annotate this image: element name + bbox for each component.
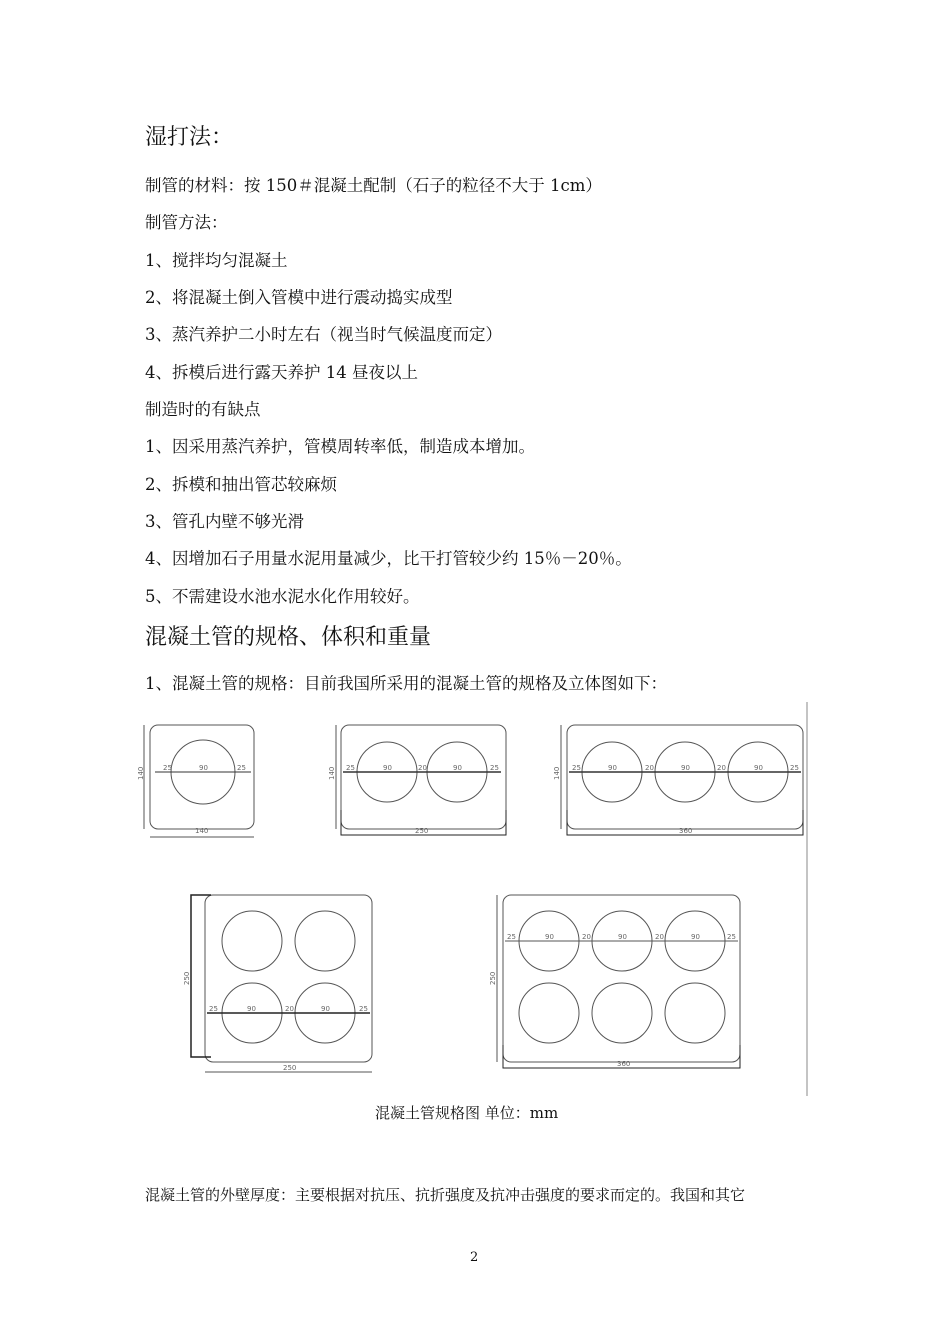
pros-cons-4: 4、因增加石子用量水泥用量减少，比干打管较少约 15％－20％。 xyxy=(145,549,632,568)
dim-label: 25 xyxy=(790,764,799,772)
dim-label: 20 xyxy=(717,764,726,772)
figure-caption: 混凝土管规格图 单位：mm xyxy=(375,1104,559,1122)
dim-label: 20 xyxy=(285,1005,294,1013)
dim-label: 25 xyxy=(209,1005,218,1013)
pros-cons-1: 1、因采用蒸汽养护，管模周转率低，制造成本增加。 xyxy=(145,437,535,456)
wall-thickness-text: 混凝土管的外壁厚度：主要根据对抗压、抗折强度及抗冲击强度的要求而定的。我国和其它 xyxy=(145,1186,746,1204)
dim-label: 20 xyxy=(582,933,591,941)
dim-label: 250 xyxy=(183,971,191,985)
section-title-wet-method: 湿打法： xyxy=(145,125,234,150)
pipe-hole xyxy=(519,983,579,1043)
dim-label: 25 xyxy=(359,1005,368,1013)
dim-label: 90 xyxy=(754,764,763,772)
dim-label: 140 xyxy=(328,766,336,780)
dim-label: 140 xyxy=(553,766,561,780)
dim-label: 250 xyxy=(415,827,429,835)
step-2: 2、将混凝土倒入管模中进行震动捣实成型 xyxy=(145,288,453,307)
pipe-hole xyxy=(295,911,355,971)
pipe-hole xyxy=(665,983,725,1043)
dim-label: 25 xyxy=(346,764,355,772)
pipe-2-hole-outline xyxy=(341,725,506,829)
dim-label: 360 xyxy=(617,1060,631,1068)
pipe-hole xyxy=(222,911,282,971)
pipe-hole xyxy=(592,983,652,1043)
dim-label: 90 xyxy=(545,933,554,941)
pros-cons-title: 制造时的有缺点 xyxy=(145,400,261,419)
dim-label: 90 xyxy=(691,933,700,941)
specs-intro: 1、混凝土管的规格：目前我国所采用的混凝土管的规格及立体图如下： xyxy=(145,674,667,693)
dim-label: 25 xyxy=(237,764,246,772)
dim-label: 25 xyxy=(507,933,516,941)
pros-cons-2: 2、拆模和抽出管芯较麻烦 xyxy=(145,475,337,494)
dim-label: 25 xyxy=(490,764,499,772)
dim-label: 140 xyxy=(137,766,145,780)
section-title-specs: 混凝土管的规格、体积和重量 xyxy=(145,625,432,650)
dim-label: 90 xyxy=(681,764,690,772)
pipe-3-hole-outline xyxy=(567,725,803,829)
step-1: 1、搅拌均匀混凝土 xyxy=(145,251,288,270)
pros-cons-5: 5、不需建设水池水泥水化作用较好。 xyxy=(145,587,420,606)
dim-label: 90 xyxy=(247,1005,256,1013)
material-line: 制管的材料：按 150＃混凝土配制（石子的粒径不大于 1cm） xyxy=(145,176,602,195)
dim-label: 140 xyxy=(195,827,209,835)
pros-cons-3: 3、管孔内壁不够光滑 xyxy=(145,512,304,531)
dim-label: 90 xyxy=(608,764,617,772)
page-number: 2 xyxy=(470,1250,479,1265)
pipe-1-hole-outline xyxy=(150,725,254,829)
step-4: 4、拆模后进行露天养护 14 昼夜以上 xyxy=(145,363,418,382)
dim-label: 90 xyxy=(618,933,627,941)
pipe-spec-figure xyxy=(135,700,815,1100)
dim-label: 360 xyxy=(679,827,693,835)
dim-label: 250 xyxy=(283,1064,297,1072)
dim-label: 90 xyxy=(321,1005,330,1013)
dim-label: 90 xyxy=(453,764,462,772)
dim-label: 250 xyxy=(489,971,497,985)
dim-label: 20 xyxy=(645,764,654,772)
dim-label: 20 xyxy=(418,764,427,772)
dim-label: 90 xyxy=(199,764,208,772)
dim-label: 25 xyxy=(163,764,172,772)
dim-label: 20 xyxy=(655,933,664,941)
pipe-6-hole-outline xyxy=(503,895,740,1062)
dim-label: 90 xyxy=(383,764,392,772)
method-title: 制管方法： xyxy=(145,213,228,232)
dim-label: 25 xyxy=(572,764,581,772)
step-3: 3、蒸汽养护二小时左右（视当时气候温度而定） xyxy=(145,325,502,344)
dim-label: 25 xyxy=(727,933,736,941)
